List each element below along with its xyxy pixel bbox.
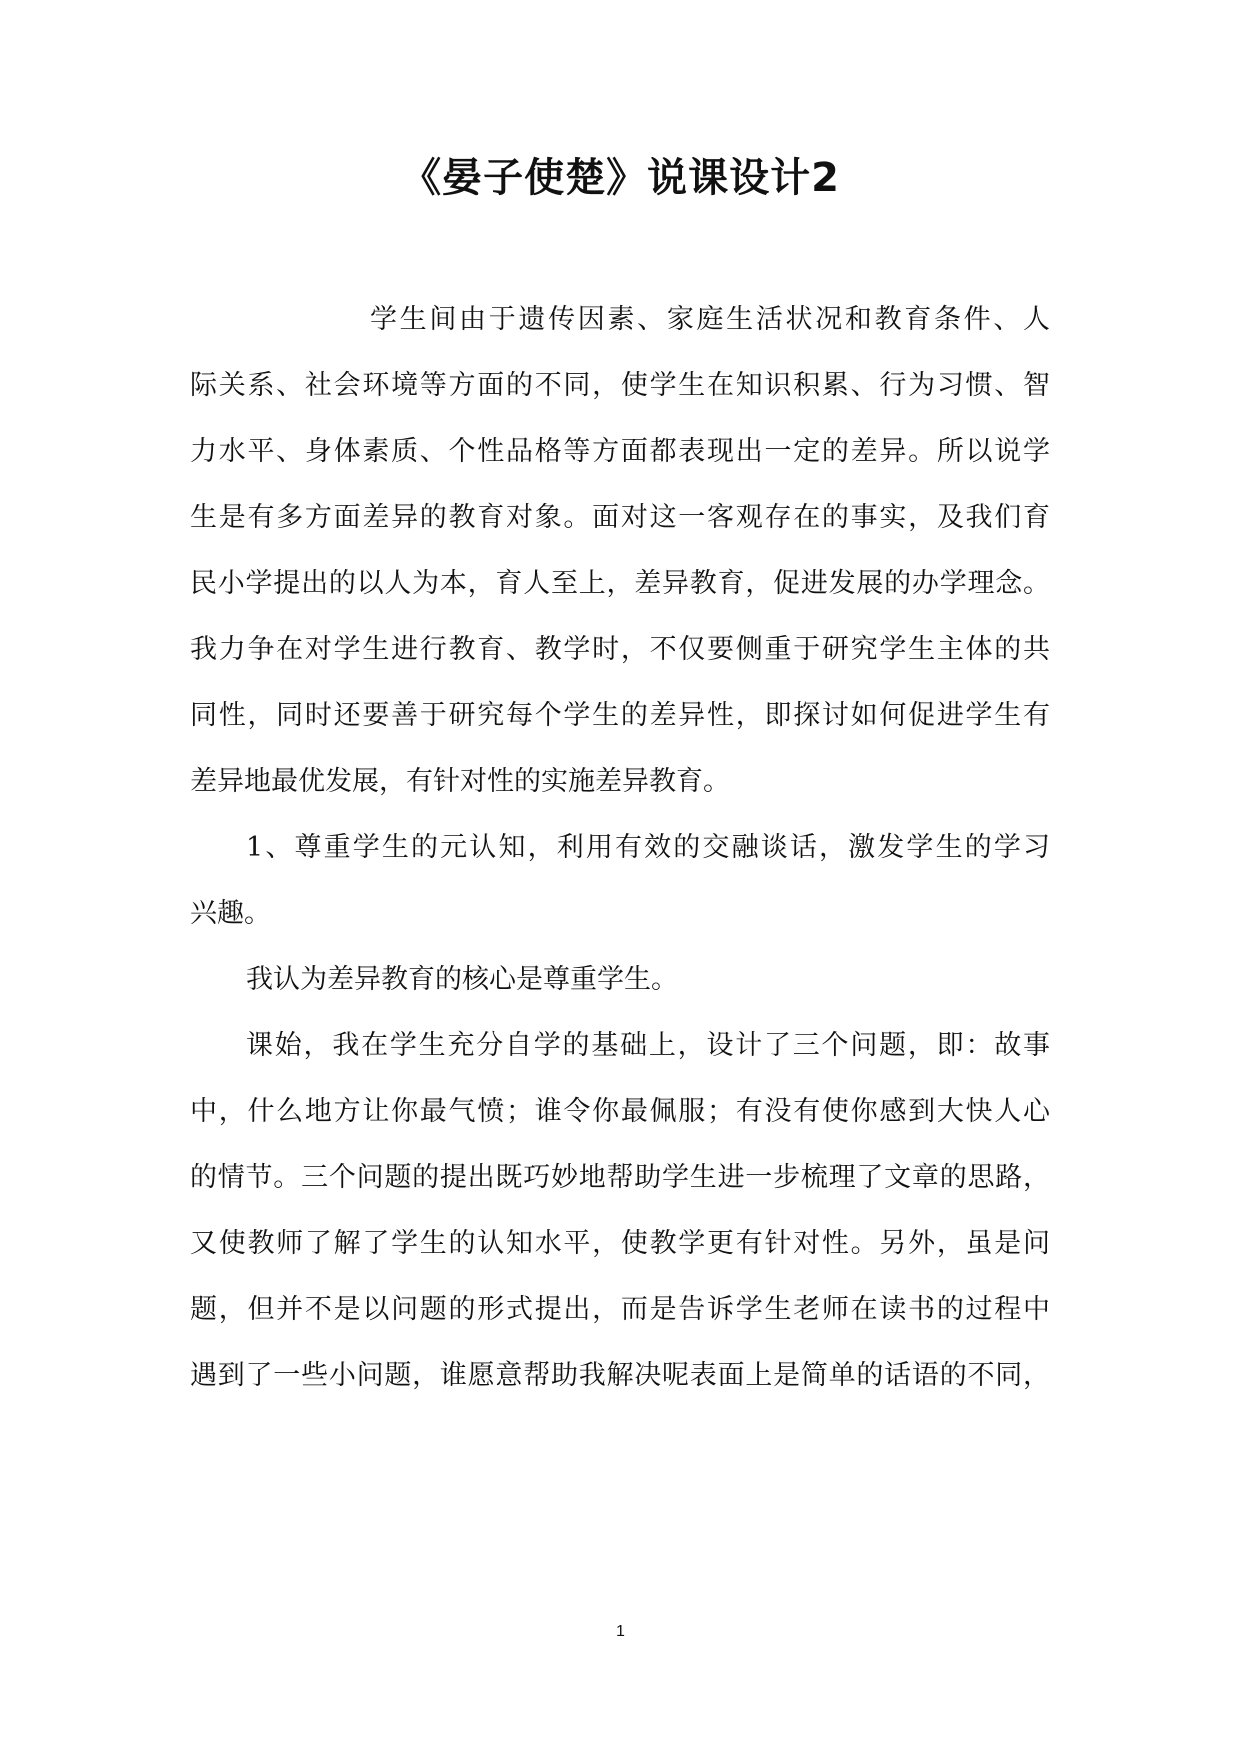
document-title: 《晏子使楚》说课设计2	[401, 155, 840, 201]
paragraph-line: 的情节。三个问题的提出既巧妙地帮助学生进一步梳理了文章的思路，	[190, 1162, 1050, 1193]
paragraph-line: 兴趣。	[190, 898, 271, 929]
paragraph-line: 学生间由于遗传因素、家庭生活状况和教育条件、人	[370, 304, 1050, 335]
paragraph-line: 差异地最优发展，有针对性的实施差异教育。	[190, 766, 730, 797]
paragraph-line: 力水平、身体素质、个性品格等方面都表现出一定的差异。所以说学	[190, 436, 1050, 467]
paragraph-line: 1、尊重学生的元认知，利用有效的交融谈话，激发学生的学习	[246, 832, 1050, 863]
paragraph-line: 中，什么地方让你最气愤；谁令你最佩服；有没有使你感到大快人心	[190, 1096, 1050, 1127]
page-number: 1	[616, 1623, 625, 1640]
paragraph-line: 题，但并不是以问题的形式提出，而是告诉学生老师在读书的过程中	[190, 1294, 1050, 1325]
paragraph-line: 又使教师了解了学生的认知水平，使教学更有针对性。另外，虽是问	[190, 1228, 1050, 1259]
paragraph-line: 民小学提出的以人为本，育人至上，差异教育，促进发展的办学理念。	[190, 568, 1050, 599]
paragraph-line: 生是有多方面差异的教育对象。面对这一客观存在的事实，及我们育	[190, 502, 1050, 533]
paragraph-line: 课始，我在学生充分自学的基础上，设计了三个问题，即：故事	[246, 1030, 1050, 1061]
paragraph-line: 我认为差异教育的核心是尊重学生。	[246, 964, 678, 995]
paragraph-line: 遇到了一些小问题，谁愿意帮助我解决呢表面上是简单的话语的不同，	[190, 1360, 1050, 1391]
paragraph-line: 同性，同时还要善于研究每个学生的差异性，即探讨如何促进学生有	[190, 700, 1050, 731]
paragraph-line: 我力争在对学生进行教育、教学时，不仅要侧重于研究学生主体的共	[190, 634, 1050, 665]
paragraph-line: 际关系、社会环境等方面的不同，使学生在知识积累、行为习惯、智	[190, 370, 1050, 401]
